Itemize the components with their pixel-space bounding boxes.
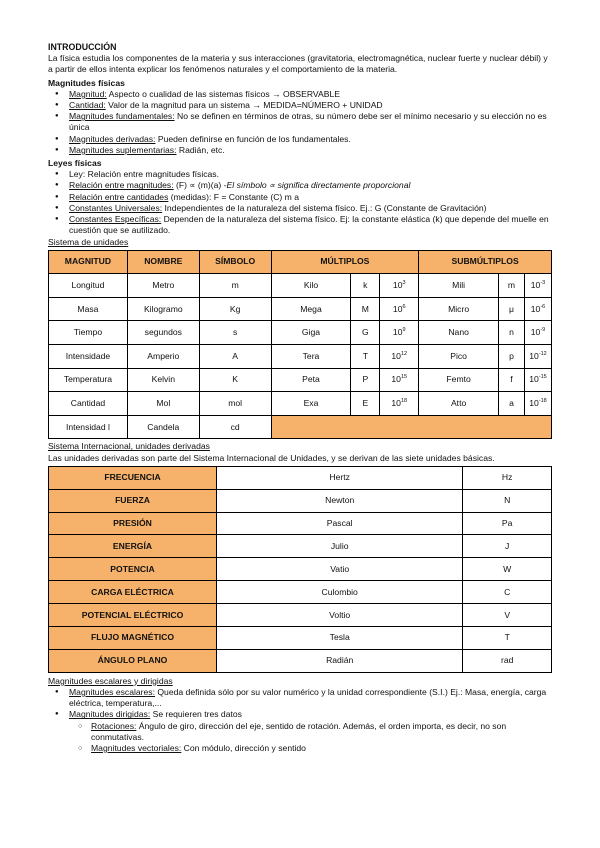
definition: Queda definida sólo por su valor numérico y la unidad correspondiente (S.I.) Ej.: Masa, energía, carga eléctrica, temperatura,... <box>69 687 547 709</box>
table-cell: Tiempo <box>49 321 128 345</box>
power-cell <box>380 297 419 321</box>
power-exponent: 6 <box>402 303 406 310</box>
list-item: ● Ley: Relación entre magnitudes físicas. <box>69 169 552 180</box>
term: Relación entre cantidades <box>69 191 169 202</box>
power-cell <box>524 368 551 392</box>
table-cell: μ <box>499 297 525 321</box>
magnitude-cell: CARGA ELÉCTRICA <box>49 581 217 604</box>
unit-symbol-cell: Hz <box>463 466 552 489</box>
definition: (F) ∝ (m)(a) - <box>173 180 227 191</box>
list-item <box>69 134 552 145</box>
table-row <box>49 627 552 650</box>
power-base: 10 <box>529 397 539 408</box>
intro-text: La física estudia los componentes de la materia y sus interacciones (gravitatoria, electromagnética, nuclear fuerte y nuclear débil) y a partir de ellos intenta explicar los fenómenos naturales y el comportamiento de la materia. <box>48 53 548 75</box>
term: Constantes Específicas: <box>69 214 162 225</box>
empty-filler-cell <box>271 415 551 439</box>
table-cell: G <box>351 321 380 345</box>
derived-label: Sistema Internacional, unidades derivadas <box>48 441 210 452</box>
table-row <box>49 392 552 416</box>
units-label: Sistema de unidades <box>48 237 129 248</box>
list-item <box>69 687 552 709</box>
table-cell: T <box>351 345 380 369</box>
term: Magnitudes fundamentales: <box>69 111 175 122</box>
power-base: 10 <box>391 397 401 408</box>
table-cell: s <box>199 321 271 345</box>
table-row <box>49 558 552 581</box>
power-base: 10 <box>391 350 401 361</box>
derived-table <box>48 466 552 673</box>
unit-name-cell: Hertz <box>217 466 463 489</box>
table-cell: a <box>499 392 525 416</box>
table-row <box>49 604 552 627</box>
term: Magnitudes derivadas: <box>69 133 156 144</box>
power-cell <box>380 368 419 392</box>
table-cell: n <box>499 321 525 345</box>
unit-name-cell: Voltio <box>217 604 463 627</box>
unit-symbol-cell: T <box>463 627 552 650</box>
table-cell: Candela <box>127 415 199 439</box>
table-cell: Mega <box>271 297 351 321</box>
table-cell: M <box>351 297 380 321</box>
definition: Se requieren tres datos <box>150 709 242 720</box>
unit-name-cell: Newton <box>217 489 463 512</box>
definition: Radián, etc. <box>176 144 225 155</box>
power-base: 10 <box>530 279 541 290</box>
power-exponent: 15 <box>400 374 408 381</box>
list-item <box>69 214 552 236</box>
table-cell: Kilogramo <box>127 297 199 321</box>
definition: Aspecto o cualidad de las sistemas físicos → OBSERVABLE <box>106 88 341 99</box>
list-item <box>69 709 552 720</box>
magnitudes-list <box>48 89 552 156</box>
power-cell <box>524 274 551 298</box>
term: Magnitudes dirigidas: <box>69 709 151 720</box>
term: Rotaciones: <box>91 720 137 731</box>
table-cell: Pico <box>419 345 499 369</box>
list-item <box>69 145 552 156</box>
escalares-label: Magnitudes escalares y dirigidas <box>48 675 173 686</box>
definition: Valor de la magnitud para un sistema → MEDIDA=NÚMERO + UNIDAD <box>105 100 383 111</box>
power-base: 10 <box>530 303 541 314</box>
term: Relación entre magnitudes: <box>69 180 174 191</box>
power-base: 10 <box>391 374 401 385</box>
table-cell: mol <box>199 392 271 416</box>
table-cell: Temperatura <box>49 368 128 392</box>
power-exponent: -9 <box>540 327 546 334</box>
table-cell: Atto <box>419 392 499 416</box>
table-row <box>49 649 552 672</box>
table-row <box>49 415 552 439</box>
derived-table-body <box>49 466 552 672</box>
list-item <box>69 100 552 111</box>
unit-symbol-cell: V <box>463 604 552 627</box>
leyes-list <box>48 169 552 236</box>
column-header: SÍMBOLO <box>199 250 271 274</box>
table-row <box>49 345 552 369</box>
power-base: 10 <box>392 279 403 290</box>
table-cell: K <box>199 368 271 392</box>
term: Magnitudes suplementarias: <box>69 144 177 155</box>
table-cell: f <box>499 368 525 392</box>
term: Magnitudes vectoriales: <box>91 743 182 754</box>
power-exponent: 3 <box>402 279 406 286</box>
unit-symbol-cell: N <box>463 489 552 512</box>
unit-symbol-cell: J <box>463 535 552 558</box>
power-exponent: -3 <box>540 279 546 286</box>
unit-name-cell: Vatio <box>217 558 463 581</box>
table-cell: Metro <box>127 274 199 298</box>
table-cell: Tera <box>271 345 351 369</box>
table-cell: Femto <box>419 368 499 392</box>
table-cell: P <box>351 368 380 392</box>
power-exponent: -12 <box>538 350 547 357</box>
list-item <box>69 203 552 214</box>
table-cell: k <box>351 274 380 298</box>
table-cell: Longitud <box>49 274 128 298</box>
unit-name-cell: Culombio <box>217 581 463 604</box>
table-cell: Micro <box>419 297 499 321</box>
power-cell <box>380 392 419 416</box>
power-base: 10 <box>529 374 539 385</box>
definition: Dependen de la naturaleza del sistema físico. Ej: la constante elástica (k) que depende del muelle en cuestión que se autilizado. <box>69 214 549 236</box>
intro-title: INTRODUCCIÓN <box>48 42 117 52</box>
table-row <box>49 274 552 298</box>
power-base: 10 <box>392 327 403 338</box>
table-row <box>49 466 552 489</box>
power-cell <box>380 274 419 298</box>
table-row <box>49 535 552 558</box>
power-cell <box>524 392 551 416</box>
list-item <box>69 111 552 133</box>
power-exponent: 9 <box>402 327 406 334</box>
power-exponent: -18 <box>538 397 547 404</box>
power-cell <box>380 345 419 369</box>
definition: Independientes de la naturaleza del sistema físico. Ej.: G (Constante de Gravitación) <box>162 202 487 213</box>
column-header: MAGNITUD <box>49 250 128 274</box>
term: Constantes Universales: <box>69 202 163 213</box>
derived-text: Las unidades derivadas son parte del Sistema Internacional de Unidades, y se derivan de las siete unidades básicas. <box>48 452 495 463</box>
table-cell: Mol <box>127 392 199 416</box>
definition: Ángulo de giro, dirección del eje, sentido de rotación. Además, el orden importa, es decir, no son conmutativas. <box>91 720 507 742</box>
table-cell: m <box>199 274 271 298</box>
list-item <box>91 721 552 743</box>
column-header: NOMBRE <box>127 250 199 274</box>
magnitude-cell: ENERGÍA <box>49 535 217 558</box>
table-cell: Cantidad <box>49 392 128 416</box>
list-item <box>69 180 552 191</box>
table-cell: Intensidad l <box>49 415 128 439</box>
table-cell: Masa <box>49 297 128 321</box>
power-base: 10 <box>530 327 541 338</box>
table-cell: p <box>499 345 525 369</box>
list-item <box>69 192 552 203</box>
list-item <box>91 743 552 754</box>
table-header-row <box>49 250 552 274</box>
table-cell: cd <box>199 415 271 439</box>
table-row <box>49 321 552 345</box>
list-item <box>69 89 552 100</box>
table-row <box>49 581 552 604</box>
term: Magnitud: <box>69 88 107 99</box>
column-header: MÚLTIPLOS <box>271 250 419 274</box>
dirigidas-sublist <box>48 721 552 755</box>
magnitude-cell: POTENCIAL ELÉCTRICO <box>49 604 217 627</box>
power-base: 10 <box>392 303 403 314</box>
magnitude-cell: FRECUENCIA <box>49 466 217 489</box>
unit-name-cell: Pascal <box>217 512 463 535</box>
unit-symbol-cell: rad <box>463 649 552 672</box>
table-cell: E <box>351 392 380 416</box>
power-exponent: -6 <box>540 303 546 310</box>
table-cell: A <box>199 345 271 369</box>
table-cell: Peta <box>271 368 351 392</box>
escalares-list <box>48 687 552 721</box>
table-cell: Giga <box>271 321 351 345</box>
table-cell: segundos <box>127 321 199 345</box>
term: Magnitudes escalares: <box>69 687 155 698</box>
power-base: 10 <box>529 350 539 361</box>
definition: Pueden definirse en función de los fundamentales. <box>155 133 351 144</box>
term: Cantidad: <box>69 100 106 111</box>
definition: No se definen en términos de otras, su número debe ser el mínimo necesario y su elección no es única <box>69 111 547 133</box>
table-cell: Mili <box>419 274 499 298</box>
power-cell <box>524 345 551 369</box>
column-header: SUBMÚLTIPLOS <box>419 250 552 274</box>
unit-name-cell: Radián <box>217 649 463 672</box>
power-cell <box>524 321 551 345</box>
note: El símbolo ∝ significa directamente proporcional <box>226 180 411 191</box>
table-row <box>49 512 552 535</box>
unit-symbol-cell: C <box>463 581 552 604</box>
table-row <box>49 297 552 321</box>
magnitude-cell: FLUJO MAGNÉTICO <box>49 627 217 650</box>
unit-symbol-cell: W <box>463 558 552 581</box>
power-cell <box>380 321 419 345</box>
unit-name-cell: Tesla <box>217 627 463 650</box>
units-table-body <box>49 274 552 439</box>
definition: (medidas): F = Constante (C) m a <box>168 191 299 202</box>
magnitudes-title: Magnitudes físicas <box>48 77 125 88</box>
table-cell: Kelvin <box>127 368 199 392</box>
table-cell: Kg <box>199 297 271 321</box>
power-exponent: 18 <box>400 397 408 404</box>
unit-name-cell: Julio <box>217 535 463 558</box>
leyes-title: Leyes físicas <box>48 158 102 169</box>
table-cell: Amperio <box>127 345 199 369</box>
magnitude-cell: PRESIÓN <box>49 512 217 535</box>
magnitude-cell: FUERZA <box>49 489 217 512</box>
units-table <box>48 250 552 440</box>
table-cell: Intensidade <box>49 345 128 369</box>
table-cell: Exa <box>271 392 351 416</box>
table-cell: Nano <box>419 321 499 345</box>
document-page <box>48 42 552 754</box>
magnitude-cell: POTENCIA <box>49 558 217 581</box>
table-cell: Kilo <box>271 274 351 298</box>
power-exponent: 12 <box>400 350 408 357</box>
power-exponent: -15 <box>538 374 547 381</box>
unit-symbol-cell: Pa <box>463 512 552 535</box>
table-cell: m <box>499 274 525 298</box>
table-row <box>49 368 552 392</box>
magnitude-cell: ÁNGULO PLANO <box>49 649 217 672</box>
power-cell <box>524 297 551 321</box>
definition: Con módulo, dirección y sentido <box>181 743 306 754</box>
table-row <box>49 489 552 512</box>
